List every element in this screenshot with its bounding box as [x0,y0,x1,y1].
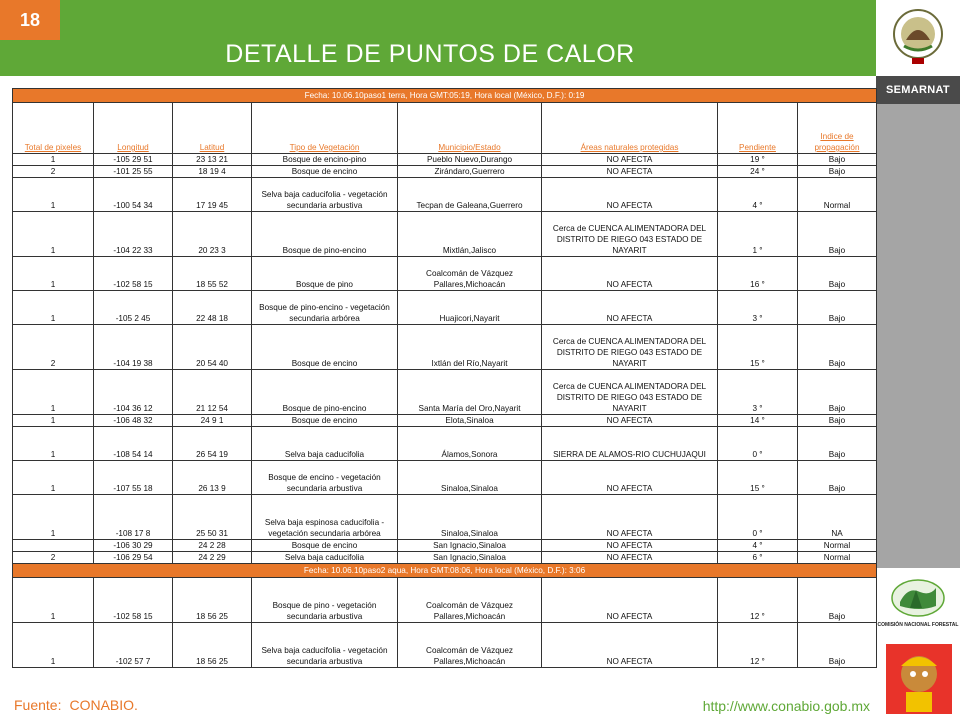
table-cell: 12 ° [718,578,798,623]
table-cell: 12 ° [718,623,798,668]
table-cell: 2 [13,552,94,564]
table-cell: -102 57 7 [94,623,173,668]
table-cell: 1 [13,578,94,623]
table-cell: 1 [13,427,94,461]
table-cell: Mixtlán,Jalisco [398,212,542,257]
table-cell: Bajo [798,166,877,178]
hotspot-table [12,88,877,668]
table-cell: -102 58 15 [94,578,173,623]
table-cell: 1 [13,257,94,291]
table-cell: 24 9 1 [173,415,252,427]
table-cell: NO AFECTA [542,415,718,427]
table-row [13,578,877,623]
table-cell: 22 48 18 [173,291,252,325]
table-row [13,495,877,540]
table-cell: San Ignacio,Sinaloa [398,540,542,552]
table-cell: Bosque de encino - vegetación secundaria arbustiva [252,461,398,495]
table-cell: Bosque de encino [252,166,398,178]
slide-number: 18 [0,0,60,40]
table-cell: Santa María del Oro,Nayarit [398,370,542,415]
table-cell: Zirándaro,Guerrero [398,166,542,178]
column-header[interactable]: Longitud [94,103,173,154]
table-cell: -106 30 29 [94,540,173,552]
table-cell: 16 ° [718,257,798,291]
table-cell: Bosque de pino - vegetación secundaria arbustiva [252,578,398,623]
table-cell: NO AFECTA [542,461,718,495]
table-cell: NO AFECTA [542,154,718,166]
table-row [13,415,877,427]
table-row [13,178,877,212]
table-cell: Bajo [798,461,877,495]
table-cell: Sinaloa,Sinaloa [398,495,542,540]
page-title: DETALLE DE PUNTOS DE CALOR [225,40,635,68]
table-cell: Bajo [798,325,877,370]
table-cell: Selva baja espinosa caducifolia - vegetación secundaria arbórea [252,495,398,540]
table-cell: Coalcomán de Vázquez Pallares,Michoacán [398,257,542,291]
table-cell: Álamos,Sonora [398,427,542,461]
table-cell: -100 54 34 [94,178,173,212]
table-cell: San Ignacio,Sinaloa [398,552,542,564]
table-cell: Normal [798,540,877,552]
table-cell: Bajo [798,154,877,166]
conafor-logo-icon [890,578,946,618]
table-cell: 1 [13,154,94,166]
table-cell: Elota,Sinaloa [398,415,542,427]
mascot-icon [886,644,952,714]
table-cell: Bosque de encino [252,540,398,552]
column-header[interactable]: Latitud [173,103,252,154]
table-cell: 18 56 25 [173,623,252,668]
table-cell: Huajicori,Nayarit [398,291,542,325]
table-cell: Selva baja caducifolia [252,427,398,461]
table-cell: 18 55 52 [173,257,252,291]
table-cell: Bosque de pino [252,257,398,291]
table-cell: 4 ° [718,178,798,212]
table-row [13,291,877,325]
sidebar-top [876,0,960,76]
table-cell: Normal [798,178,877,212]
column-header[interactable]: Áreas naturales protegidas [542,103,718,154]
table-cell: Bajo [798,370,877,415]
table-cell: 1 [13,415,94,427]
table-cell: Cerca de CUENCA ALIMENTADORA DEL DISTRITO DE RIEGO 043 ESTADO DE NAYARIT [542,325,718,370]
table-cell: Normal [798,552,877,564]
table-cell: 1 [13,623,94,668]
table-cell: 3 ° [718,370,798,415]
date-header-cell: Fecha: 10.06.10paso2 aqua, Hora GMT:08:06, Hora local (México, D.F.): 3:06 [13,564,877,578]
table-cell: -107 55 18 [94,461,173,495]
semarnat-badge [876,76,960,104]
column-header[interactable]: Tipo de Vegetación [252,103,398,154]
table-cell: Bajo [798,291,877,325]
mascot-image [886,644,952,714]
sidebar [876,0,960,720]
table-cell: -104 19 38 [94,325,173,370]
table-cell: 20 54 40 [173,325,252,370]
date-header-row [13,564,877,578]
table-cell: 15 ° [718,461,798,495]
table-cell: Sinaloa,Sinaloa [398,461,542,495]
table-row [13,166,877,178]
table-cell: NO AFECTA [542,578,718,623]
table-cell: 18 19 4 [173,166,252,178]
table-cell: 14 ° [718,415,798,427]
table-cell: Selva baja caducifolia - vegetación secundaria arbustiva [252,623,398,668]
table-cell: Bajo [798,427,877,461]
source-label: Fuente: [14,697,62,713]
table-cell: Bajo [798,578,877,623]
table-cell: 6 ° [718,552,798,564]
table-cell: 1 [13,461,94,495]
table-cell: 0 ° [718,427,798,461]
table-cell: 23 13 21 [173,154,252,166]
table-cell: 19 ° [718,154,798,166]
table-row [13,623,877,668]
table-cell: 0 ° [718,495,798,540]
source-note [14,697,138,713]
table-cell: 24 ° [718,166,798,178]
table-cell: Tecpan de Galeana,Guerrero [398,178,542,212]
date-header-row [13,89,877,103]
table-cell: NO AFECTA [542,291,718,325]
source-value: CONABIO. [69,697,138,713]
table-cell: 21 12 54 [173,370,252,415]
source-url[interactable]: http://www.conabio.gob.mx [702,698,870,714]
table-cell: Cerca de CUENCA ALIMENTADORA DEL DISTRITO DE RIEGO 043 ESTADO DE NAYARIT [542,370,718,415]
table-cell: Bosque de pino-encino - vegetación secundaria arbórea [252,291,398,325]
table-cell: -102 58 15 [94,257,173,291]
table-cell: Ixtlán del Río,Nayarit [398,325,542,370]
table-cell: NO AFECTA [542,178,718,212]
table-cell: NO AFECTA [542,495,718,540]
table-cell: -108 54 14 [94,427,173,461]
table-cell: Pueblo Nuevo,Durango [398,154,542,166]
table-cell: 1 [13,212,94,257]
table-cell: 26 13 9 [173,461,252,495]
mexico-seal-icon [892,6,944,66]
table-cell: Bosque de encino [252,325,398,370]
table-cell [13,540,94,552]
table-cell: 1 [13,291,94,325]
table-cell: Bajo [798,257,877,291]
table-cell: Bajo [798,623,877,668]
conafor-label: COMISIÓN NACIONAL FORESTAL [877,622,959,628]
table-cell: Bosque de encino-pino [252,154,398,166]
table-row [13,257,877,291]
table-cell: 17 19 45 [173,178,252,212]
table-cell: 20 23 3 [173,212,252,257]
table-cell: 25 50 31 [173,495,252,540]
table-cell: 1 [13,495,94,540]
table-cell: -104 22 33 [94,212,173,257]
table-cell: NA [798,495,877,540]
table-cell: -105 2 45 [94,291,173,325]
table-cell: 1 ° [718,212,798,257]
table-cell: 2 [13,325,94,370]
table-cell: Cerca de CUENCA ALIMENTADORA DEL DISTRITO DE RIEGO 043 ESTADO DE NAYARIT [542,212,718,257]
table-cell: -105 29 51 [94,154,173,166]
table-cell: NO AFECTA [542,166,718,178]
table-cell: NO AFECTA [542,552,718,564]
table-row [13,461,877,495]
table-row [13,154,877,166]
semarnat-label: SEMARNAT [886,84,950,96]
table-cell: 18 56 25 [173,578,252,623]
table-cell: 1 [13,370,94,415]
table-cell: NO AFECTA [542,257,718,291]
column-header[interactable]: Total de pixeles [13,103,94,154]
table-cell: 4 ° [718,540,798,552]
table-cell: Bajo [798,212,877,257]
table-cell: NO AFECTA [542,540,718,552]
table-row [13,540,877,552]
table-cell: Selva baja caducifolia [252,552,398,564]
table-cell: Bosque de pino-encino [252,370,398,415]
table-cell: NO AFECTA [542,623,718,668]
date-header-cell: Fecha: 10.06.10paso1 terra, Hora GMT:05:19, Hora local (México, D.F.): 0:19 [13,89,877,103]
column-header[interactable]: Indice de propagación [798,103,877,154]
column-header-row [13,103,877,154]
table-row [13,212,877,257]
table-cell: -101 25 55 [94,166,173,178]
table-cell: 24 2 28 [173,540,252,552]
table-row [13,552,877,564]
table-row [13,427,877,461]
table-cell: Selva baja caducifolia - vegetación secundaria arbustiva [252,178,398,212]
table-row [13,370,877,415]
table-cell: Coalcomán de Vázquez Pallares,Michoacán [398,578,542,623]
table-cell: 24 2 29 [173,552,252,564]
table-cell: Coalcomán de Vázquez Pallares,Michoacán [398,623,542,668]
table-cell: 26 54 19 [173,427,252,461]
table-cell: Bajo [798,415,877,427]
table-row [13,325,877,370]
column-header[interactable]: Municipio/Estado [398,103,542,154]
table-cell: -108 17 8 [94,495,173,540]
table-cell: SIERRA DE ALAMOS-RIO CUCHUJAQUI [542,427,718,461]
sidebar-bottom [876,568,960,720]
hotspot-table-wrapper [12,88,876,668]
table-cell: -106 48 32 [94,415,173,427]
column-header[interactable]: Pendiente [718,103,798,154]
table-cell: Bosque de pino-encino [252,212,398,257]
table-cell: 2 [13,166,94,178]
table-cell: -106 29 54 [94,552,173,564]
table-cell: 1 [13,178,94,212]
table-cell: Bosque de encino [252,415,398,427]
table-cell: 3 ° [718,291,798,325]
table-cell: 15 ° [718,325,798,370]
table-cell: -104 36 12 [94,370,173,415]
